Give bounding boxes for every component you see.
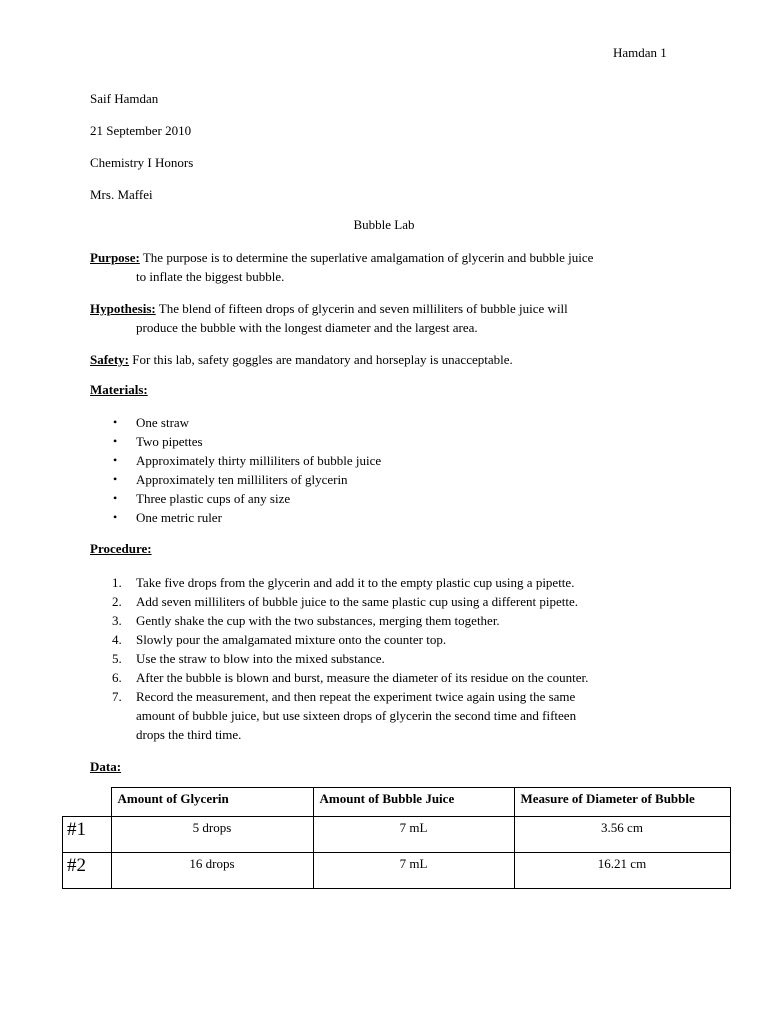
list-item: • One metric ruler	[113, 510, 222, 525]
bullet-icon: •	[113, 453, 118, 467]
procedure-step-continuation: drops the third time.	[136, 727, 242, 742]
hypothesis-text-line2: produce the bubble with the longest diameter and the largest area.	[136, 320, 478, 335]
safety-text: For this lab, safety goggles are mandatory and horseplay is unacceptable.	[129, 352, 513, 367]
student-name: Saif Hamdan	[90, 91, 159, 106]
procedure-heading: Procedure:	[90, 541, 152, 556]
bullet-icon: •	[113, 434, 118, 448]
procedure-step: 6. After the bubble is blown and burst, measure the diameter of its residue on the counter.	[112, 670, 589, 685]
bullet-icon: •	[113, 491, 118, 505]
row-label: #1	[63, 817, 112, 853]
hypothesis-label: Hypothesis:	[90, 301, 156, 316]
report-date: 21 September 2010	[90, 123, 192, 138]
list-item: • One straw	[113, 415, 190, 430]
purpose-text-line2: to inflate the biggest bubble.	[136, 269, 285, 284]
safety-section	[90, 350, 690, 369]
list-item: • Two pipettes	[113, 434, 203, 449]
bullet-icon: •	[113, 415, 118, 429]
procedure-step: 1. Take five drops from the glycerin and add it to the empty plastic cup using a pipette.	[112, 575, 575, 590]
table-cell-juice: 7 mL	[313, 817, 514, 853]
procedure-step: 7. Record the measurement, and then repeat the experiment twice again using the same	[112, 689, 576, 704]
procedure-step: 2. Add seven milliliters of bubble juice to the same plastic cup using a different pipette.	[112, 594, 579, 609]
row-label: #2	[63, 853, 112, 889]
data-table	[62, 787, 731, 889]
procedure-step: 4. Slowly pour the amalgamated mixture onto the counter top.	[112, 632, 447, 647]
table-cell-glycerin: 16 drops	[111, 853, 313, 889]
teacher-name: Mrs. Maffei	[90, 187, 153, 202]
data-heading: Data:	[90, 759, 122, 774]
hypothesis-section	[90, 299, 690, 337]
procedure-step: 3. Gently shake the cup with the two substances, merging them together.	[112, 613, 500, 628]
table-row	[63, 817, 731, 853]
column-header-diameter: Measure of Diameter of Bubble	[514, 788, 730, 817]
table-header-row	[63, 788, 731, 817]
table-row	[63, 853, 731, 889]
materials-list	[90, 413, 381, 527]
materials-heading: Materials:	[90, 382, 148, 397]
hypothesis-text-line1: The blend of fifteen drops of glycerin and seven milliliters of bubble juice will	[155, 301, 568, 316]
bullet-icon: •	[113, 510, 118, 524]
table-cell-diameter: 3.56 cm	[514, 817, 730, 853]
column-header-glycerin: Amount of Glycerin	[111, 788, 313, 817]
bullet-icon: •	[113, 472, 118, 486]
list-item: • Approximately thirty milliliters of bubble juice	[113, 453, 382, 468]
safety-label: Safety:	[90, 352, 129, 367]
procedure-list	[90, 573, 588, 744]
column-header-bubble-juice: Amount of Bubble Juice	[313, 788, 514, 817]
purpose-label: Purpose:	[90, 250, 140, 265]
table-cell-glycerin: 5 drops	[111, 817, 313, 853]
procedure-step-continuation: amount of bubble juice, but use sixteen drops of glycerin the second time and fifteen	[136, 708, 577, 723]
purpose-text-line1: The purpose is to determine the superlative amalgamation of glycerin and bubble juice	[139, 250, 594, 265]
purpose-section	[90, 248, 690, 286]
table-cell-diameter: 16.21 cm	[514, 853, 730, 889]
page-number: Hamdan 1	[613, 45, 667, 60]
table-corner-cell	[63, 788, 112, 817]
procedure-step: 5. Use the straw to blow into the mixed substance.	[112, 651, 385, 666]
table-cell-juice: 7 mL	[313, 853, 514, 889]
list-item: • Approximately ten milliliters of glycerin	[113, 472, 348, 487]
list-item: • Three plastic cups of any size	[113, 491, 291, 506]
course-name: Chemistry I Honors	[90, 155, 194, 170]
document-title: Bubble Lab	[353, 217, 415, 232]
